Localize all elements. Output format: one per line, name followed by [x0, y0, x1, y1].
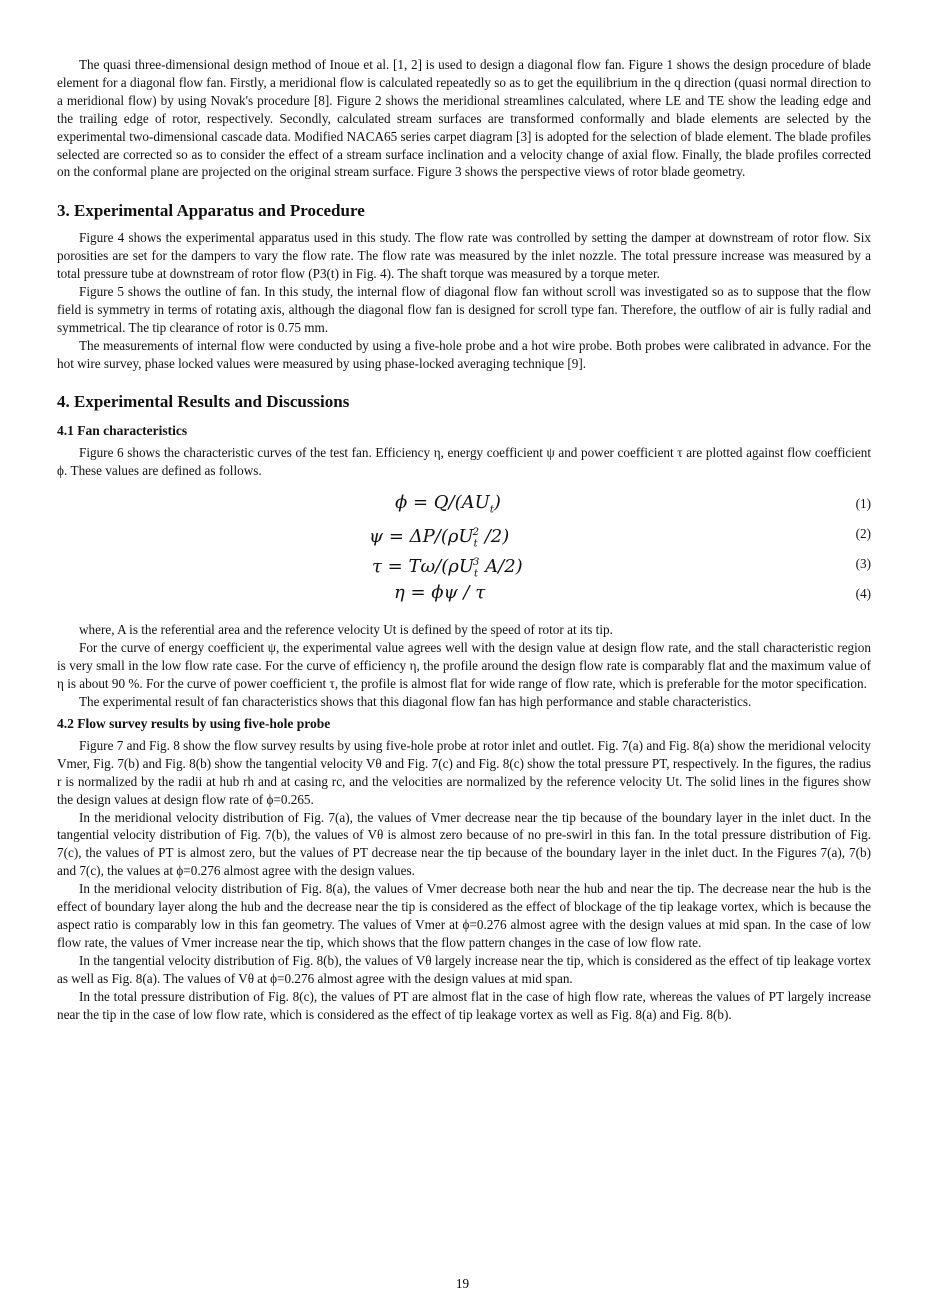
equation-block — [57, 489, 871, 609]
equation-2-formula: $\psi = \Delta P/(\rho U_t^2$ /2) — [369, 526, 510, 550]
section-4-1-paragraph-1: Figure 6 shows the characteristic curves of the test fan. Efficiency η, energy coefficient ψ and power coefficient τ are plotted against flow coefficient ϕ. These values are defined as follows. — [57, 444, 871, 478]
section-4-heading: 4. Experimental Results and Discussions — [57, 391, 350, 411]
section-3-heading: 3. Experimental Apparatus and Procedure — [57, 201, 365, 221]
section-3-paragraph-1: Figure 4 shows the experimental apparatus used in this study. The flow rate was controlled by setting the damper at downstream of rotor flow. Six porosities are set for the dampers to vary the flow rate. The flow rate was measured by the inlet nozzle. The total pressure increase was measured by a total pressure tube at downstream of rotor flow (P3(t) in Fig. 4). The shaft torque was measured by a torque meter. — [57, 230, 871, 282]
equation-4-number: (4) — [855, 586, 871, 602]
equation-1 — [57, 489, 871, 519]
equation-2-number: (2) — [855, 526, 871, 542]
document-page — [57, 56, 871, 1023]
section-4-1-paragraph-2: where, A is the referential area and the reference velocity Ut is defined by the speed of rotor at its tip. — [79, 622, 613, 638]
intro-paragraph: The quasi three-dimensional design method of Inoue et al. [1, 2] is used to design a diagonal flow fan. Figure 1 shows the design procedure of blade element for a diagonal flow fan. Firstly, a meridional flow is calculated repeatedly so as to get the equilibrium in the q direction (quasi normal direction to a meridional flow) by using Novak's procedure [8]. Figure 2 shows the meridional streamlines calculated, where LE and TE show the leading edge and the trailing edge of rotor, respectively. Secondly, calculated stream surfaces are transformed conformally and blade elements are selected by the experimental two-dimensional cascade data. Modified NACA65 series carpet diagram [3] is adopted for the selection of blade element. The blade profiles selected are corrected so as to consider the effect of a stream surface inclination and a velocity change of axial flow. Finally, the blade profiles corrected on the conformal plane are projected on the original stream surface. Figure 3 shows the perspective views of rotor blade geometry. — [57, 57, 871, 180]
equation-2 — [57, 519, 871, 549]
section-4-2-paragraph-4: In the tangential velocity distribution of Fig. 8(b), the values of Vθ largely increase near the tip, which is considered as the effect of tip leakage vortex as well as Fig. 8(a). The values of Vθ at ϕ=0.276 almost agree with the design values at mid span. — [57, 952, 871, 986]
section-4-2-heading: 4.2 Flow survey results by using five-hole probe — [57, 715, 331, 731]
section-4-2-paragraph-3: In the meridional velocity distribution of Fig. 8(a), the values of Vmer decrease both near the hub and near the tip. The decrease near the hub is the effect of boundary layer along the hub and the decrease near the tip is considered as the effect of blockage of the tip leakage vortex, which is because the aspect ratio is comparably low in this fan geometry. The values of Vmer at ϕ=0.276 almost agree with the design values at mid span. In the case of low flow rate, the values of Vmer increase near the tip, which shows that the flow pattern changes in the case of low flow rate. — [57, 881, 871, 950]
section-4-1-heading: 4.1 Fan characteristics — [57, 422, 188, 438]
equation-3 — [57, 549, 871, 579]
section-4-1-paragraph-4: The experimental result of fan characteristics shows that this diagonal flow fan has high performance and stable characteristics. — [79, 694, 752, 710]
equation-3-number: (3) — [855, 556, 871, 572]
equation-4-formula: η = ϕψ / τ — [394, 582, 486, 604]
section-4-1-paragraph-3: For the curve of energy coefficient ψ, the experimental value agrees well with the design value at design flow rate, and the stall characteristic region is very small in the low flow rate case. For the curve of efficiency η, the profile around the design flow rate is comparably flat and the maximum value of η is about 90 %. For the curve of power coefficient τ, the profile is almost flat for wide range of flow rate, which is preferable for the motor specification. — [57, 640, 871, 692]
page-number: 19 — [455, 1276, 470, 1291]
equation-1-formula: $\phi = Q/(AU_t)$ — [395, 492, 501, 516]
section-4-2-paragraph-5: In the total pressure distribution of Fig. 8(c), the values of PT are almost flat in the case of high flow rate, whereas the values of PT largely increase near the tip in the case of low flow rate, which is considered as the effect of tip leakage vortex as well as Fig. 8(a) and Fig. 8(b). — [57, 988, 871, 1022]
section-3-paragraph-3: The measurements of internal flow were conducted by using a five-hole probe and a hot wire probe. Both probes were calibrated in advance. For the hot wire survey, phase locked values were measured by using phase-locked averaging technique [9]. — [57, 337, 871, 371]
section-3-paragraph-2: Figure 5 shows the outline of fan. In this study, the internal flow of diagonal flow fan without scroll was investigated so as to suppose that the flow field is symmetry in terms of rotating axis, although the diagonal flow fan is designed for scroll type fan. Therefore, the outflow of air is fully radial and symmetrical. The tip clearance of rotor is 0.75 mm. — [57, 284, 871, 335]
equation-1-number: (1) — [855, 496, 871, 512]
section-4-2-paragraph-1: Figure 7 and Fig. 8 show the flow survey results by using five-hole probe at rotor inlet and outlet. Fig. 7(a) and Fig. 8(a) show the meridional velocity Vmer, Fig. 7(b) and Fig. 8(b) show the tangential velocity Vθ and Fig. 7(c) and Fig. 8(c) show the total pressure PT, respectively. In the figures, the radius r is normalized by the radii at hub rh and at casing rc, and the velocities are normalized by the reference velocity Ut. The solid lines in the figures show the design values at design flow rate of ϕ=0.265. — [57, 737, 871, 807]
section-4-2-paragraph-2: In the meridional velocity distribution of Fig. 7(a), the values of Vmer decrease near the tip because of the boundary layer in the inlet duct. In the tangential velocity distribution of Fig. 7(b), the values of Vθ is almost zero because of no pre-swirl in this fan. In the total pressure distribution of Fig. 7(c), the values of PT is almost zero, but the values of PT decrease near the tip because of the boundary layer in the inlet duct. In the Figures 7(a), 7(b) and 7(c), the values at ϕ=0.276 almost agree with the design values. — [57, 809, 871, 879]
equation-4 — [57, 579, 871, 609]
equation-3-formula: $\tau = T\omega/(\rho U_t^3$ A/2) — [372, 556, 523, 580]
